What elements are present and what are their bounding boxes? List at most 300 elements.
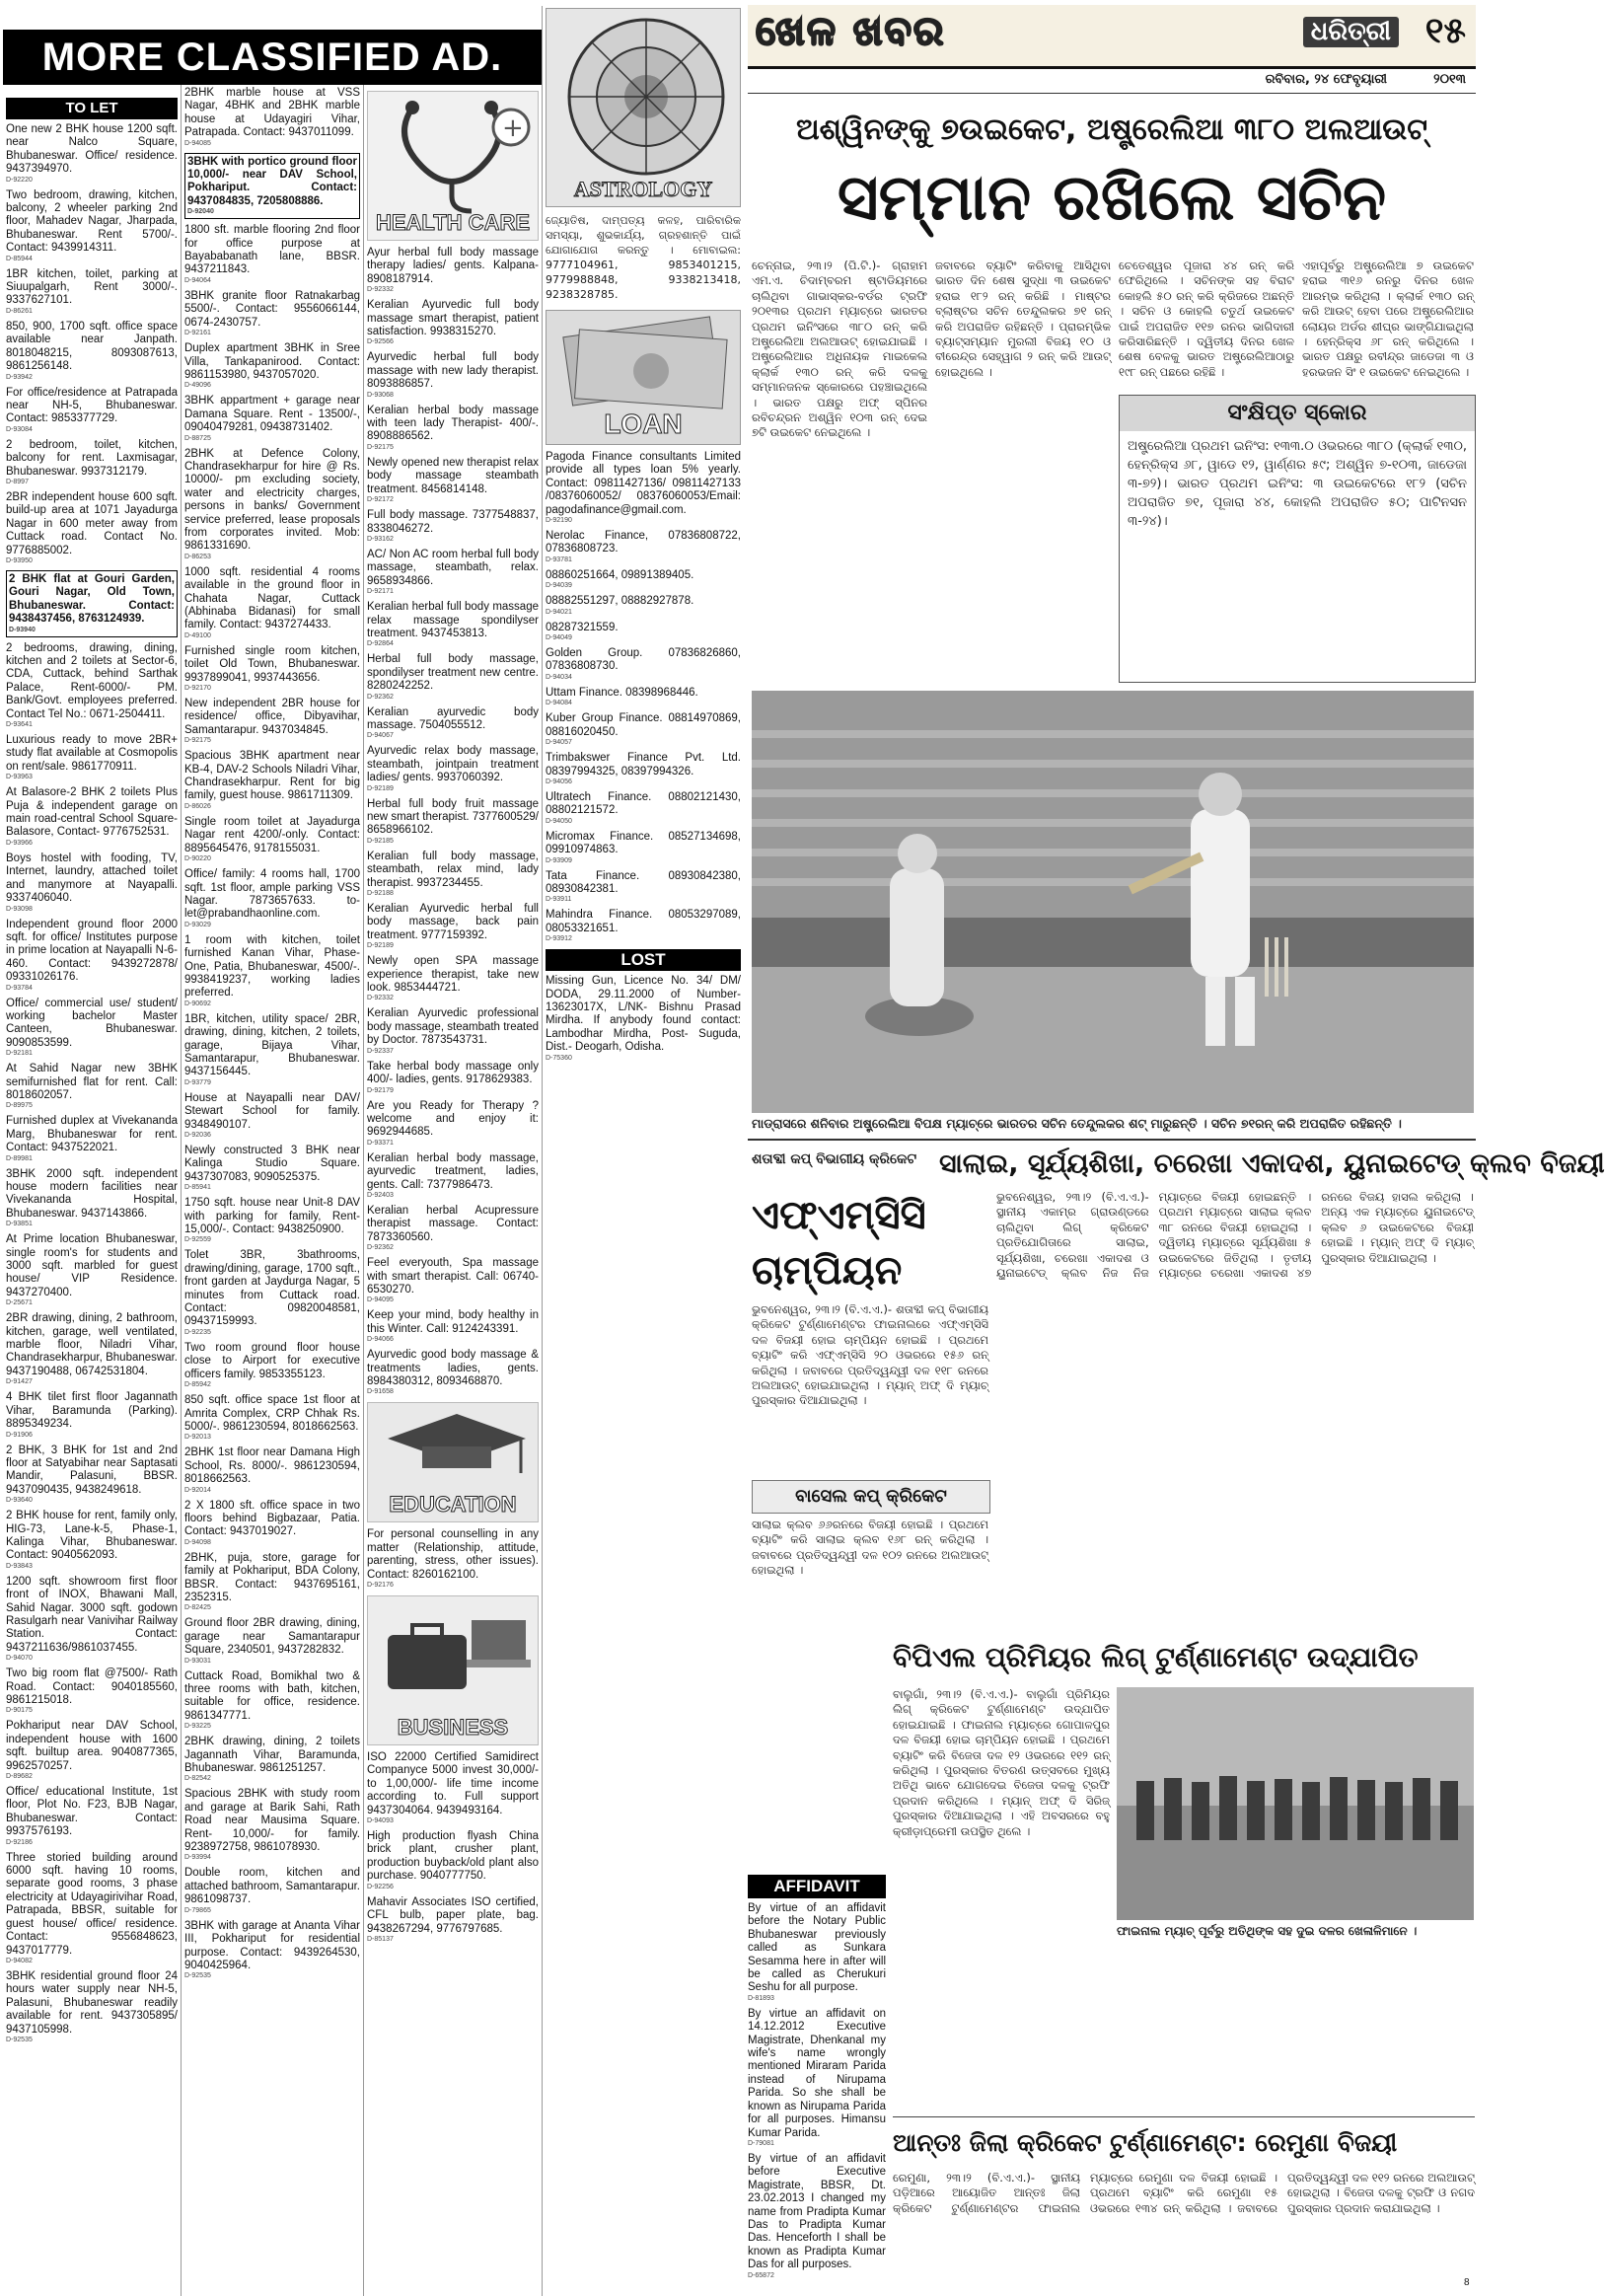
lost-label: LOST	[620, 950, 666, 970]
loan-ad	[546, 451, 741, 525]
ad-code: D-90220	[184, 855, 211, 863]
ad-code: D-93911	[546, 896, 572, 904]
col2-ad	[184, 750, 360, 811]
affidavit-list	[748, 1902, 886, 2280]
health-care-list	[367, 247, 539, 1396]
health-ad	[367, 247, 539, 294]
col1-ad	[6, 1852, 178, 1965]
loan-ad	[546, 595, 741, 616]
ad-code: D-94070	[6, 1655, 33, 1663]
col1-ad	[6, 1391, 178, 1439]
col2-ad	[184, 1617, 360, 1665]
ad-code: D-92171	[367, 588, 394, 596]
ad-code: D-94057	[546, 739, 572, 747]
col1-ad	[6, 1576, 178, 1663]
ad-text: Furnished single room kitchen, toilet Old Town, Bhubaneswar. 9937899041, 9937443656.	[184, 644, 360, 684]
story5-headline: ବିପିଏଲ ପ୍ରିମିୟର ଲିଗ୍ ଟୁର୍ଣ୍ଣାମେଣ୍ଟ ଉଦ୍‌ଯାପିତ	[893, 1641, 1419, 1673]
health-ad	[367, 706, 539, 741]
col1-ad	[6, 1510, 178, 1571]
col1-ad	[6, 852, 178, 914]
classified-banner	[3, 30, 542, 85]
ad-code: D-49100	[184, 631, 211, 639]
ad-code: D-94066	[367, 1336, 394, 1344]
classified-column-3	[363, 85, 542, 2296]
ad-code: D-93779	[184, 1078, 211, 1086]
loan-ad	[546, 569, 741, 590]
ad-code: D-92181	[6, 1050, 33, 1058]
health-ad	[367, 601, 539, 648]
col2-ad	[184, 1920, 360, 1981]
ad-text: 4 BHK tilet first floor Jagannath Vihar, Baramunda (Parking). 8895349234.	[6, 1391, 178, 1431]
to-let-label: TO LET	[65, 100, 118, 116]
col1-ad	[6, 1063, 178, 1110]
story4-body: ଭୁବନେଶ୍ୱର, ୨୩।୨ (ବି.ଏ.ଏ.)- ସ୍ଥାନୀୟ ଏକାମ୍ର ଗ୍ରାଉଣ୍ଡରେ ଚାଲିଥିବା ଲିଗ୍ କ୍ରିକେଟ ପ୍ରତିଯୋଗିତାରେ ସାଲାଇ, ସୂର୍ଯ୍ୟଶିଖା, ଚରେଖା ଏକାଦଶ ଓ ୟୁନାଇଟେଡ୍ କ୍ଲବ ନିଜ ନିଜ ମ୍ୟାଚ୍‌ରେ ବିଜୟୀ ହୋଇଛନ୍ତି । ପ୍ରଥମ ମ୍ୟାଚ୍‌ରେ ସାଲାଇ କ୍ଲବ ୩୮ ରନରେ ବିଜୟୀ ହୋଇଥିଲା । ଦ୍ୱିତୀୟ ମ୍ୟାଚ୍‌ରେ ସୂର୍ଯ୍ୟଶିଖା ୫ ଉଇକେଟରେ ଜିତିଥିଲା । ତୃତୀୟ ମ୍ୟାଚ୍‌ରେ ଚରେଖା ଏକାଦଶ ୪୭ ରନରେ ବିଜୟ ହାସଲ କରିଥିଲା । ଅନ୍ୟ ଏକ ମ୍ୟାଚ୍‌ରେ ୟୁନାଇଟେଡ୍ କ୍ଲବ ୬ ଉଇକେଟରେ ବିଜୟୀ ହୋଇଛି । ମ୍ୟାନ୍ ଅଫ୍ ଦି ମ୍ୟାଚ୍ ପୁରସ୍କାର ଦିଆଯାଇଥିଲା ।	[996, 1190, 1474, 1281]
loan-list	[546, 451, 741, 943]
ad-text: Keralian herbal full body massage relax massage spondilyser treatment. 9437453813.	[367, 601, 539, 639]
story6-rule	[893, 2116, 1475, 2117]
cricket-photo-illustration	[752, 691, 1474, 1113]
ad-text: 2 BHK, 3 BHK for 1st and 2nd floor at Satyabihar near Saptasati Mandir, Palasuni, BBSR. 9437090435, 9438249618.	[6, 1444, 178, 1496]
ad-text: Newly open SPA massage experience therapist, take new look. 9853444721.	[367, 955, 539, 995]
col2-ad	[184, 1446, 360, 1494]
ad-text: Keralian ayurvedic body massage. 7504055512.	[367, 705, 539, 731]
ad-code: D-92189	[367, 942, 394, 950]
col1-ad	[6, 268, 178, 316]
col2-ad	[184, 566, 360, 640]
ad-text: 2 bedrooms, drawing, dining, kitchen and 2 toilets at Sector-6, CDA, Cuttack, behind Sarthak Palace, Rent-6000/- PM. Bank/Govt. employees preferred. Contact Tel No.: 0671-2504411.	[6, 641, 178, 720]
ad-code: D-94095	[367, 1296, 394, 1304]
ad-code: D-92186	[6, 1838, 33, 1846]
col2-ad	[184, 816, 360, 863]
ad-text: 2BR drawing, dining, 2 bathroom, kitchen, garage, well ventilated, marble floor, Niladri Vihar, Chandrasekharpur, Bhubaneswar. 9437190488, 06742531804.	[6, 1312, 178, 1377]
ad-code: D-91906	[6, 1431, 33, 1439]
ad-text: 2 X 1800 sft. office space in two floors behind Bigbazaar, Patia. Contact: 9437019027.	[184, 1499, 360, 1538]
ad-code: D-92559	[184, 1236, 211, 1244]
ad-text: 1200 sqft. showroom first floor front of INOX, Bhawani Mall, Sahid Nagar. 3000 sqft. godown Rasulgarh near Vanivihar Railway Station. Contact: 9437211636/9861037455.	[6, 1575, 178, 1654]
ad-code: D-90692	[184, 1000, 211, 1007]
col1-ad	[6, 786, 178, 848]
ad-code: D-82425	[184, 1604, 211, 1612]
ad-text: Pokhariput near DAV School, independent house with 1600 sqft. builtup area. 9040877365, 9962570257.	[6, 1720, 178, 1772]
loan-ad	[546, 687, 741, 707]
ad-code: D-89975	[6, 1102, 33, 1110]
ad-text: At Sahid Nagar new 3BHK semifurnished flat for rent. Call: 8018602057.	[6, 1063, 178, 1101]
health-ad	[367, 1349, 539, 1396]
ad-code: D-93640	[6, 1497, 33, 1505]
story2-headline: ଏଫ୍‌ଏମ୍‌ସିସି ଚାମ୍ପିୟନ	[752, 1193, 926, 1294]
col2-ad	[184, 1013, 360, 1087]
ad-code: D-93084	[6, 425, 33, 433]
ad-code: D-65872	[748, 2271, 774, 2279]
ad-text: Keralian full body massage, steambath, relax mind, lady therapist. 9937234455.	[367, 850, 539, 889]
lead-body-col-1	[752, 259, 927, 683]
col2-ad	[184, 448, 360, 561]
ad-code: D-94098	[184, 1538, 211, 1546]
team-photo-illustration	[1117, 1687, 1474, 1920]
ad-code: D-92014	[184, 1486, 211, 1494]
ad-text: Office/ family: 4 rooms hall, 1700 sqft. 1st floor, ample parking VSS Nagar. 7873657633. to-let@prabandhaonline.com.	[184, 868, 360, 921]
ad-text: 2 bedroom, toilet, kitchen, balcony for rent. Laxmisagar, Bhubaneswar. 9937312179.	[6, 438, 178, 478]
col2-ad	[184, 1249, 360, 1336]
ad-code: D-93843	[6, 1562, 33, 1570]
ad-text: 2 BHK house for rent, family only, HIG-73, Lane-k-5, Phase-1, Kalinga Vihar, Bhubaneswar. Contact: 9040562093.	[6, 1510, 178, 1562]
lost-header	[546, 949, 741, 971]
ad-code: D-92332	[367, 286, 394, 294]
ad-code: D-94050	[546, 817, 572, 825]
ad-text: Office/ educational Institute, 1st floor, Plot No. F23, BJB Nagar, Bhubaneswar. Contact: 9937576193.	[6, 1786, 178, 1838]
ad-code: D-94056	[546, 778, 572, 785]
lead-photo-caption: ମାଡ୍ରାସରେ ଶନିବାର ଅଷ୍ଟ୍ରେଲିଆ ବିପକ୍ଷ ମ୍ୟାଚ୍‌ରେ ଭାରତର ସଚିନ ତେନ୍ଦୁଲକର ଶଟ୍ ମାରୁଛନ୍ତି । ସଚିନ ୭୧ରନ୍ କରି ଅପରାଜିତ ରହିଛନ୍ତି ।	[752, 1116, 1402, 1131]
ad-code: D-93963	[6, 774, 33, 781]
lead-paragraph-4: ଏହାପୂର୍ବରୁ ଅଷ୍ଟ୍ରେଲିଆ ୭ ଉଇକେଟ ହରାଇ ୩୧୬ ରନରୁ ଦିନର ଖେଳ ଆରମ୍ଭ କରିଥିଲା । କ୍ଲାର୍କ ୧୩୦ ରନ୍ କରି ଆଉଟ୍ ହେବା ପରେ ଅଷ୍ଟ୍ରେଲିଆର ଲୋୟର ଅର୍ଡର ଶୀଘ୍ର ଭାଙ୍ଗିଯାଇଥିଲା । ହେନ୍ରିକ୍ସ ୬୮ ରନ୍ କରିଥିଲେ । ଭାରତ ପକ୍ଷରୁ ରବୀନ୍ଦ୍ର ଜାଡେଜା ୩ ଓ ହରଭଜନ ସିଂ ୧ ଉଇକେଟ ନେଇଥିଲେ ।	[1302, 259, 1474, 379]
ad-code: D-93784	[6, 984, 33, 992]
ad-text: 1BR kitchen, toilet, parking at Siuupalgarh, Rent 3000/-. 9337627101.	[6, 267, 178, 307]
ad-text: House at Nayapalli near DAV/ Stewart School for family. 9348490107.	[184, 1091, 360, 1131]
story3-kicker: ବାସେଲ କପ୍ କ୍ରିକେଟ	[795, 1486, 947, 1507]
business-ad	[367, 1751, 539, 1825]
ad-code: D-92235	[184, 1328, 211, 1336]
col1-ad	[6, 570, 178, 637]
ad-code: D-93994	[184, 1854, 211, 1862]
ad-code: D-93162	[367, 535, 394, 543]
ad-text: Tolet 3BR, 3bathrooms, drawing/dining, garage, 1700 sqft., front garden at Jaydurga Nagar, 5 minutes from Cuttack road. Contact: 09820048581, 09437159993.	[184, 1249, 360, 1328]
ad-text: Ayurvedic good body massage & treatments ladies, gents. 8984380312, 8093468870.	[367, 1349, 539, 1387]
business-list	[367, 1751, 539, 1944]
health-ad	[367, 1100, 539, 1148]
page-marker: 8	[1464, 2277, 1470, 2288]
ad-code: D-94084	[546, 700, 572, 707]
lead-body-col-2	[935, 259, 1111, 683]
affidavit-label: AFFIDAVIT	[773, 1877, 860, 1895]
ad-text: Tata Finance. 08930842380, 08930842381.	[546, 869, 741, 895]
year-label: ୨୦୧୩	[1433, 72, 1466, 87]
col1-ad	[6, 1720, 178, 1781]
ad-text: 850, 900, 1700 sqft. office space available near Janpath. 8018048215, 8093087613, 9861256148.	[6, 320, 178, 373]
ad-code: D-92189	[367, 784, 394, 792]
affidavit-ad	[748, 2153, 886, 2280]
to-let-list-1	[6, 123, 178, 2044]
lost-ad	[546, 975, 741, 1062]
scoreboard-text: ଅଷ୍ଟ୍ରେଲିଆ ପ୍ରଥମ ଇନିଂସ: ୧୩୩.୦ ଓଭରରେ ୩୮୦ (କ୍ଲାର୍କ ୧୩୦, ହେନ୍ରିକ୍ସ ୬୮, ୱାଡେ ୧୨, ୱାର୍ଣ୍ଣର ୫୯; ଅଶ୍ୱିନ ୭-୧୦୩, ଜାଡେଜା ୩-୭୨)। ଭାରତ ପ୍ରଥମ ଇନିଂସ: ୩ ଉଇକେଟରେ ୧୮୨ (ସଚିନ ଅପରାଜିତ ୭୧, ପୂଜାରା ୪୪, କୋହଲି ଅପରାଜିତ ୫୦; ପାଟିନସନ ୩-୨୪)।	[1128, 439, 1467, 529]
loan-ad	[546, 909, 741, 943]
story3-body: ସାଲାଇ କ୍ଲବ ୬୬ରନରେ ବିଜୟୀ ହୋଇଛି । ପ୍ରଥମେ ବ୍ୟାଟିଂ କରି ସାଲାଇ କ୍ଲବ ୧୬୮ ରନ୍ କରିଥିଲା । ଜବାବରେ ପ୍ରତିଦ୍ୱନ୍ଦ୍ୱୀ ଦଳ ୧୦୨ ରନରେ ଅଲଆଉଟ୍ ହୋଇଥିଲା ।	[752, 1518, 988, 1578]
ad-text: New independent 2BR house for residence/ office, Dibyavihar, Samantarapur. 9437034845.	[184, 698, 360, 736]
ad-text: High production flyash China brick plant, crusher plant, production buyback/old plant also purchase. 9040777750.	[367, 1830, 539, 1883]
health-ad	[367, 851, 539, 898]
col1-ad	[6, 998, 178, 1059]
ad-code: D-93966	[6, 839, 33, 847]
story6-headline: ଆନ୍ତଃ ଜିଲା କ୍ରିକେଟ ଟୁର୍ଣ୍ଣାମେଣ୍ଟ: ରେମୁଣା ବିଜୟୀ	[893, 2128, 1398, 2157]
ad-code: D-93225	[184, 1723, 211, 1731]
ad-code: D-79081	[748, 2139, 774, 2147]
education-list	[367, 1528, 539, 1590]
ad-code: D-93942	[6, 373, 33, 381]
ad-code: D-94039	[546, 582, 572, 590]
ad-code: D-86261	[6, 307, 33, 315]
ad-text: Mahavir Associates ISO certified, CFL bulb, paper plate, bag. 9438267294, 9776797685.	[367, 1895, 539, 1935]
ad-text: At Balasore-2 BHK 2 toilets Plus Puja & independent garage on main road-central School Square-Balasore, Contact- 9776752531.	[6, 786, 178, 839]
col2-ad	[184, 1394, 360, 1442]
ad-code: D-92175	[184, 737, 211, 745]
col1-ad	[6, 189, 178, 263]
loan-ad	[546, 870, 741, 905]
lead-paragraph-2: ଜବାବରେ ବ୍ୟାଟିଂ କରିବାକୁ ଆସିଥିବା ଭାରତ ଦିନ ଶେଷ ସୁଦ୍ଧା ୩ ଉଇକେଟ ହରାଇ ୧୮୨ ରନ୍ କରିଛି । ମାଷ୍ଟର ବ୍ଲାଷ୍ଟର ସଚିନ ତେନ୍ଦୁଲକର ୭୧ ରନ୍ କରି ଅପରାଜିତ ରହିଛନ୍ତି । ପ୍ରାରମ୍ଭିକ ବ୍ୟାଟ୍ସମ୍ୟାନ ମୁରଲୀ ବିଜୟ ୧୦ ଓ ବୀରେନ୍ଦ୍ର ସେହ୍‌ୱାଗ ୨ ରନ୍ କରି ଆଉଟ୍ ହୋଇଥିଲେ ।	[935, 259, 1111, 379]
section-title: ଖେଳ ଖବର	[756, 9, 946, 54]
ad-text: 08287321559.	[546, 621, 619, 633]
lead-body-col-3	[1119, 259, 1294, 387]
lead-body-col-4	[1302, 259, 1474, 387]
ad-text: 2 BHK flat at Gouri Garden, Gouri Nagar, Old Town, Bhubaneswar. Contact: 9438437456, 8763124939.	[9, 572, 175, 626]
ad-text: Furnished duplex at Vivekananda Marg, Bhubaneswar for rent. Contact: 9437522021.	[6, 1115, 178, 1154]
business-image	[367, 1595, 539, 1745]
health-ad	[367, 1007, 539, 1055]
ad-text: Trimbakswer Finance Pvt. Ltd. 08397994325, 08397994326.	[546, 752, 741, 778]
astrology-image	[546, 8, 741, 207]
ad-text: At Prime location Bhubaneswar, single room's for students and 3000 sqft. marbled for guest house/ VIP Residence. 9437270400.	[6, 1233, 178, 1298]
ad-code: D-82542	[184, 1775, 211, 1783]
ad-code: D-94034	[546, 673, 572, 681]
ad-code: D-81893	[748, 1994, 774, 2002]
education-ad	[367, 1528, 539, 1590]
health-ad	[367, 1257, 539, 1304]
col2-ad	[184, 342, 360, 390]
education-label: EDUCATION	[389, 1492, 517, 1518]
col1-ad	[6, 439, 178, 486]
ad-code: D-86253	[184, 553, 211, 560]
col2-ad	[184, 1867, 360, 1914]
affidavit-header	[748, 1875, 886, 1898]
ad-text: AC/ Non AC room herbal full body massage, steambath, relax. 9658934866.	[367, 548, 539, 587]
ad-code: D-92332	[367, 995, 394, 1002]
ad-text: 2BHK, puja, store, garage for family at Pokhariput, BDA Colony, BBSR. Contact: 9437695161, 2352315.	[184, 1551, 360, 1603]
col1-ad	[6, 491, 178, 565]
col1-ad	[6, 1444, 178, 1506]
col2-ad	[184, 1736, 360, 1783]
business-ad	[367, 1830, 539, 1891]
ad-code: D-92013	[184, 1434, 211, 1442]
lead-kicker: ଅଶ୍ୱିନଙ୍କୁ ୭ଉଇକେଟ, ଅଷ୍ଟ୍ରେଲିଆ ୩୮୦ ଅଲଆଉଟ୍	[795, 112, 1428, 147]
affidavit-ad	[748, 2008, 886, 2148]
health-ad	[367, 1205, 539, 1252]
ad-code: D-8997	[6, 478, 29, 485]
ad-text: By virtue of an affidavit before Executive Magistrate, BBSR, Dt. 23.02.2013 I changed my name from Pradipta Kumar Das to Pradipta Kumar Das. Henceforth I shall be known as Pradipta Kumar Das for all purposes.	[748, 2152, 886, 2271]
ad-text: For office/residence at Patrapada near NH-5, Bhubaneswar. Contact: 9853377729.	[6, 386, 178, 425]
ad-code: D-86026	[184, 802, 211, 810]
col2-ad	[184, 934, 360, 1008]
story5-photo	[1117, 1687, 1474, 1920]
lead-headline: ସମ୍ମାନ ରଖିଲେ ସଚିନ	[837, 162, 1387, 235]
col1-ad	[6, 1786, 178, 1847]
ad-code: D-93912	[546, 935, 572, 943]
col1-ad	[6, 1233, 178, 1307]
ad-text: Micromax Finance. 08527134698, 09910974863.	[546, 830, 741, 856]
ad-code: D-92036	[184, 1132, 211, 1139]
ad-text: Mahindra Finance. 08053297089, 08053321651.	[546, 909, 741, 934]
health-ad	[367, 653, 539, 701]
ad-text: Keralian Ayurvedic full body massage smart therapist, patient satisfaction. 9938315270.	[367, 299, 539, 338]
col2-ad	[184, 868, 360, 929]
ad-text: Independent ground floor 2000 sqft. for office/ Institutes purpose in prime location at Nayapalli N-6-460. Contact: 9439272878/ 09331026176.	[6, 918, 178, 984]
ad-text: 1800 sft. marble flooring 2nd floor for office purpose at Bayababanath lane, BBSR. 9437211843.	[184, 224, 360, 276]
scoreboard-title-bar	[1120, 396, 1475, 431]
loan-ad	[546, 831, 741, 865]
health-ad	[367, 405, 539, 452]
ad-code: D-92362	[367, 1244, 394, 1252]
ad-code: D-92535	[6, 2036, 33, 2043]
ad-text: 3BHK with garage at Ananta Vihar III, Pokhariput for residential purpose. Contact: 9439264530, 9040425964.	[184, 1919, 360, 1971]
loan-ad	[546, 647, 741, 682]
ad-code: D-92175	[367, 443, 394, 451]
story5-caption: ଫାଇନାଲ ମ୍ୟାଚ୍ ପୂର୍ବରୁ ଅତିଥିଙ୍କ ସହ ଦୁଇ ଦଳର ଖେଳାଳିମାନେ ।	[1117, 1924, 1418, 1938]
ad-code: D-92040	[187, 208, 214, 216]
date-line: ରବିବାର, ୨୪ ଫେବୃୟାରୀ	[1265, 72, 1387, 87]
ad-text: Three storied building around 6000 sqft. having 10 rooms, separate good rooms, 3 phase electricity at Udayagirivihar Road, Patrapada, BBSR, suitable for guest house/ office/ residence. Contact: 9556848623, 9437017779.	[6, 1851, 178, 1957]
col1-ad	[6, 321, 178, 382]
astrology-ad-text: ଜ୍ୟୋତିଷ, ଦାମ୍ପତ୍ୟ କଳହ, ପାରିବାରିକ ସମସ୍ୟା, ଶୁଭକାର୍ଯ୍ୟ, ଗ୍ରହଶାନ୍ତି ପାଇଁ ଯୋଗାଯୋଗ କରନ୍ତୁ । ମୋବାଇଲ: 9777104961, 9853401215, 9779988848, 9338213418, 9238328785.	[546, 214, 741, 301]
ad-code: D-93909	[546, 856, 572, 864]
ad-text: By virtue an affidavit on 14.12.2012 Executive Magistrate, Dhenkanal my wife's name wrongly mentioned Miraram Parida instead of Nirupama Parida. So she shall be known as Nirupama Parida for all purposes. Himansu Kumar Parida.	[748, 2007, 886, 2139]
col1-ad	[6, 387, 178, 434]
ad-text: Newly constructed 3 BHK near Kalinga Studio Square. 9437307083, 9090525375.	[184, 1145, 360, 1183]
story5-body-left: ବାଲୁଗାଁ, ୨୩।୨ (ବି.ଏ.ଏ.)- ବାଲୁଗାଁ ପ୍ରିମିୟର ଲିଗ୍ କ୍ରିକେଟ ଟୁର୍ଣ୍ଣାମେଣ୍ଟ ଉଦ୍‌ଯାପିତ ହୋଇଯାଇଛି । ଫାଇନାଲ ମ୍ୟାଚ୍‌ରେ ଗୋପାଳପୁର ଦଳ ବିଜୟୀ ହୋଇ ଚାମ୍ପିୟନ ହୋଇଛି । ପ୍ରଥମେ ବ୍ୟାଟିଂ କରି ବିଜେତା ଦଳ ୧୨ ଓଭରରେ ୧୧୨ ରନ୍ କରିଥିଲା । ପୁରସ୍କାର ବିତରଣ ଉତ୍ସବରେ ମୁଖ୍ୟ ଅତିଥି ଭାବେ ଯୋଗଦେଇ ବିଜେତା ଦଳକୁ ଟ୍ରଫି ପ୍ରଦାନ କରିଥିଲେ । ମ୍ୟାନ୍ ଅଫ୍ ଦି ସିରିଜ୍ ପୁରସ୍କାର ଦିଆଯାଇଥିଲା । ଏହି ଅବସରରେ ବହୁ କ୍ରୀଡ଼ାପ୍ରେମୀ ଉପସ୍ଥିତ ଥିଲେ ।	[893, 1687, 1110, 1838]
ad-text: One new 2 BHK house 1200 sqft. near Nalco Square, Bhubaneswar. Office/ residence. 9437394970.	[6, 123, 178, 176]
briefcase-laptop-icon	[378, 1600, 536, 1709]
to-let-list-2	[184, 87, 360, 1980]
ad-code: D-93068	[367, 391, 394, 399]
ad-text: Herbal full body massage, spondilyser treatment new centre. 8280242252.	[367, 653, 539, 693]
ad-text: Two room ground floor house close to Airport for executive officers family. 9853355123.	[184, 1341, 360, 1380]
ad-text: Keralian herbal Acupressure therapist massage. Contact: 7873360560.	[367, 1204, 539, 1243]
ad-text: 3BHK with portico ground floor 10,000/- near DAV School, Pokhariput. Contact: 9437084835, 7205808886.	[187, 155, 357, 207]
classified-banner-text: MORE CLASSIFIED AD.	[41, 36, 503, 79]
ad-code: D-94085	[184, 139, 211, 147]
lead-photo	[752, 691, 1474, 1113]
ad-text: Pagoda Finance consultants Limited provide all types loan 5% yearly. Contact: 09811427136/ 09811427133 /08376060052/ 08376060053/Email: pagodafinance@gmail.com.	[546, 451, 741, 516]
graduation-cap-icon	[383, 1409, 531, 1488]
health-ad	[367, 903, 539, 950]
ad-code: D-92190	[546, 517, 572, 525]
ad-text: Double room, kitchen and attached bathroom, Samantarapur. 9861098737.	[184, 1867, 360, 1906]
scoreboard-box	[1119, 395, 1476, 683]
ad-text: Single room toilet at Jayadurga Nagar rent 4200/-only. Contact: 8895645476, 9178155031.	[184, 815, 360, 854]
loan-ad	[546, 791, 741, 826]
ad-code: D-92188	[367, 890, 394, 898]
ad-code: D-88725	[184, 434, 211, 442]
loan-ad	[546, 530, 741, 564]
col1-ad	[6, 919, 178, 993]
col1-ad	[6, 1115, 178, 1162]
ad-code: D-93031	[184, 1657, 211, 1665]
zodiac-wheel-icon	[552, 13, 740, 181]
col1-ad	[6, 1667, 178, 1715]
ad-code: D-85944	[6, 255, 33, 262]
classified-column-4	[542, 6, 744, 2296]
health-ad	[367, 1152, 539, 1200]
col2-ad	[184, 224, 360, 285]
col2-ad	[184, 1552, 360, 1613]
health-ad	[367, 1061, 539, 1095]
ad-code: D-79865	[184, 1906, 211, 1914]
col2-ad	[184, 87, 360, 148]
health-ad	[367, 745, 539, 792]
ad-code: D-91658	[367, 1388, 394, 1396]
col2-ad	[184, 1342, 360, 1389]
loan-label: LOAN	[604, 408, 683, 439]
ad-code: D-92172	[367, 496, 394, 504]
ad-text: Ayurvedic herbal full body massage with new lady therapist. 8093886857.	[367, 351, 539, 391]
masthead	[748, 5, 1476, 69]
story2-kicker: ଶତାବ୍ଦୀ କପ୍ ବିଭାଗୀୟ କ୍ରିକେଟ	[752, 1151, 917, 1167]
ad-code: D-93641	[6, 721, 33, 729]
loan-ad	[546, 622, 741, 642]
ad-text: ISO 22000 Certified Samidirect Companyce 5000 invest 30,000/- to 1,00,000/- life time income according to. Full support 9437304064. 9439493164.	[367, 1751, 539, 1816]
col2-ad	[184, 1197, 360, 1244]
loan-image	[546, 310, 741, 445]
lead-paragraph-1: ଚେନ୍ନାଇ, ୨୩।୨ (ପି.ଟି.)- ଗ୍ରାହାମ ଏମ.ଏ. ଚିଦାମ୍ବରମ ଷ୍ଟାଡିୟମରେ ଚାଲିଥିବା ଗାଭାସ୍କର-ବର୍ଡର ଟ୍ରଫି ୨୦୧୩ର ପ୍ରଥମ ମ୍ୟାଚ୍‌ରେ ଭାରତର ପ୍ରଥମ ଇନିଂସରେ ୩୮୦ ରନ୍ କରି ଅଷ୍ଟ୍ରେଲିଆ ଅଲଆଉଟ୍ ହୋଇଯାଇଛି । ଅଷ୍ଟ୍ରେଲିଆର ଅଧିନାୟକ ମାଇକେଲ କ୍ଲାର୍କ ୧୩୦ ରନ୍ କରି ଦଳକୁ ସମ୍ମାନଜନକ ସ୍କୋରରେ ପହଞ୍ଚାଇଥିଲେ । ଭାରତ ପକ୍ଷରୁ ଅଫ୍ ସ୍ପିନର ରବିଚନ୍ଦ୍ରନ ଅଶ୍ୱିନ ୧୦୩ ରନ୍ ଦେଇ ୭ଟି ଉଇକେଟ ନେଇଥିଲେ ।	[752, 259, 927, 440]
ad-text: Feel everyouth, Spa massage with smart therapist. Call: 06740-6530270.	[367, 1257, 539, 1296]
ad-text: 2BR independent house 600 sqft. build-up area at 1071 Jayadurga Nagar in 600 meter away from Cuttack road. Contact No. 9776885002.	[6, 490, 178, 556]
ad-code: D-92403	[367, 1191, 394, 1199]
ad-text: Cuttack Road, Bomikhal two & three rooms with bath, kitchen, suitable for office, residence. 9861347771.	[184, 1669, 360, 1722]
ad-code: D-75360	[546, 1054, 572, 1062]
date-line-bar	[748, 69, 1476, 94]
ad-text: For personal counselling in any matter (Relationship, attitude, parenting, stress, other issues). Contact: 8260162100.	[367, 1528, 539, 1581]
ad-text: 08882551297, 08882927878.	[546, 595, 694, 608]
ad-code: D-92256	[367, 1883, 394, 1890]
scoreboard-title: ସଂକ୍ଷିପ୍ତ ସ୍କୋର	[1227, 401, 1367, 425]
ad-text: Keralian Ayurvedic professional body massage, steambath treated by Doctor. 7873543731.	[367, 1007, 539, 1047]
health-ad	[367, 549, 539, 596]
col2-ad	[184, 153, 360, 220]
ad-code: D-93940	[9, 626, 36, 633]
health-care-image	[367, 91, 539, 241]
ad-code: D-92179	[367, 1086, 394, 1094]
ad-text: Luxurious ready to move 2BR+ study flat available at Cosmopolis on rent/sale. 9861770911.	[6, 734, 178, 773]
ad-text: Ground floor 2BR drawing, dining, garage near Samantarapur Square, 2340501, 9437282832.	[184, 1617, 360, 1657]
ad-code: D-94049	[546, 634, 572, 642]
business-ad	[367, 1896, 539, 1944]
ad-code: D-92176	[367, 1582, 394, 1590]
ad-code: D-91427	[6, 1378, 33, 1386]
ad-text: 3BHK 2000 sqft. independent house modern facilities near Vivekananda Hospital, Bhubaneswar. 9437143866.	[6, 1167, 178, 1220]
story4-headline: ସାଲାଇ, ସୂର୍ଯ୍ୟଶିଖା, ଚରେଖା ଏକାଦଶ, ୟୁନାଇଟେଡ୍ କ୍ଲବ ବିଜୟୀ	[939, 1148, 1605, 1179]
ad-code: D-94093	[367, 1817, 394, 1825]
col2-ad	[184, 645, 360, 693]
ad-text: 1BR, kitchen, utility space/ 2BR, drawing, dining, kitchen, 2 toilets, garage, Bijaya Vihar, Samantarapur, Bhubaneswar. 9437156445.	[184, 1012, 360, 1078]
stethoscope-icon	[373, 98, 541, 216]
ad-code: D-92161	[184, 330, 211, 337]
col1-ad	[6, 1168, 178, 1229]
col2-ad	[184, 698, 360, 745]
loan-ad	[546, 752, 741, 786]
ad-text: 2BHK marble house at VSS Nagar, 4BHK and 2BHK marble house at Udayagiri Vihar, Patrapada. Contact: 9437011099.	[184, 87, 360, 139]
ad-text: By virtue of an affidavit before the Notary Public Bhubaneswar previously called as Sunkara Sesamma here in after will be called as Cherukuri Seshu for all purpose.	[748, 1902, 886, 1994]
ad-code: D-94064	[184, 276, 211, 284]
story2-body: ଭୁବନେଶ୍ୱର, ୨୩।୨ (ବି.ଏ.ଏ.)- ଶତାବ୍ଦୀ କପ୍ ବିଭାଗୀୟ କ୍ରିକେଟ ଟୁର୍ଣ୍ଣାମେଣ୍ଟର ଫାଇନାଲରେ ଏଫ୍‌ଏମ୍‌ସିସି ଦଳ ବିଜୟୀ ହୋଇ ଚାମ୍ପିୟନ ହୋଇଛି । ପ୍ରଥମେ ବ୍ୟାଟିଂ କରି ଏଫ୍‌ଏମ୍‌ସିସି ୨୦ ଓଭରରେ ୧୫୬ ରନ୍ କରିଥିଲା । ଜବାବରେ ପ୍ରତିଦ୍ୱନ୍ଦ୍ୱୀ ଦଳ ୧୧୮ ରନରେ ଅଲଆଉଟ୍ ହୋଇଯାଇଥିଲା । ମ୍ୟାନ୍ ଅଫ୍ ଦି ମ୍ୟାଚ୍ ପୁରସ୍କାର ଦିଆଯାଇଥିଲା ।	[752, 1302, 988, 1408]
currency-notes-icon	[552, 317, 740, 410]
ad-text: Spacious 2BHK with study room and garage at Barik Sahi, Rath Road near Mausima Square. Rent- 10,000/- for family. 9238972758, 9861078930.	[184, 1788, 360, 1854]
ad-text: 08860251664, 09891389405.	[546, 568, 694, 581]
col2-ad	[184, 290, 360, 337]
ad-code: D-93098	[6, 905, 33, 913]
business-label: BUSINESS	[397, 1715, 509, 1741]
ad-text: Duplex apartment 3BHK in Sree Villa, Tankapanirood. Contact: 9861153980, 9437057020.	[184, 342, 360, 381]
ad-text: Ayur herbal full body massage therapy ladies/ gents. Kalpana- 8908187914.	[367, 247, 539, 285]
col2-ad	[184, 1500, 360, 1547]
ad-text: Newly opened new therapist relax body massage steambath treatment. 8456814148.	[367, 456, 539, 495]
ad-text: 2BHK drawing, dining, 2 toilets Jagannath Vihar, Baramunda, Bhubaneswar. 9861251257.	[184, 1736, 360, 1775]
ad-code: D-92535	[184, 1972, 211, 1980]
